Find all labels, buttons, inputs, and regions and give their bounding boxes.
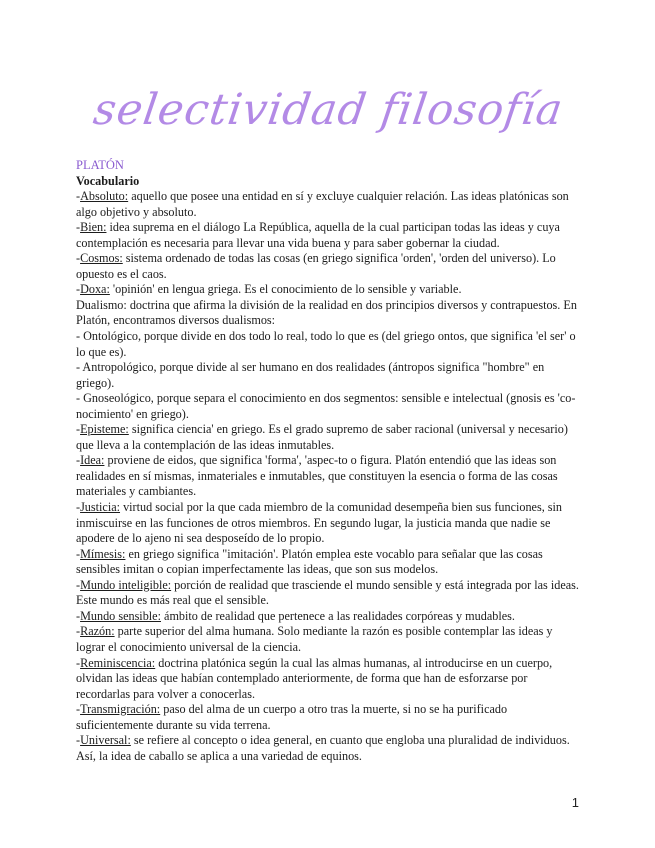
entry-prefix: - [76, 189, 81, 204]
entry-definition: paso del alma de un cuerpo a otro tras la muerte, si no se ha purificado suficientemente durante su vida terrena. [76, 702, 508, 732]
vocabulary-entry [76, 702, 580, 733]
entry-term: Universal: [80, 733, 131, 748]
entry-prefix: - [76, 251, 81, 266]
page-number: 1 [571, 795, 579, 810]
handwritten-title: selectividad filosofía [90, 85, 567, 135]
entry-prefix: - [76, 500, 81, 515]
entry-prefix: - [76, 702, 81, 717]
entry-definition: ámbito de realidad que pertenece a las realidades corpóreas y mudables. [160, 608, 515, 623]
vocabulary-entry [76, 578, 580, 609]
vocabulary-entry [76, 422, 580, 453]
entry-definition: sistema ordenado de todas las cosas (en griego significa 'orden', 'orden del universo). Lo opuesto es el caos. [76, 251, 556, 281]
entry-definition: - Gnoseológico, porque separa el conocimiento en dos segmentos: sensible e intelectual (gnosis es 'co-nocimiento' en griego). [76, 391, 576, 421]
entry-term: Mímesis: [80, 546, 126, 561]
entry-definition: Dualismo: doctrina que afirma la división de la realidad en dos principios diversos y contrapuestos. En Platón, encontramos diversos dualismos: [76, 297, 577, 328]
entry-term: Bien: [80, 220, 107, 235]
entry-prefix: - [76, 453, 81, 468]
entry-term: Razón: [80, 624, 115, 639]
entry-prefix: - [76, 608, 81, 623]
entry-term: Reminiscencia: [80, 655, 156, 670]
vocabulary-entry [76, 298, 580, 329]
vocabulary-entry [76, 329, 580, 360]
entry-definition: significa ciencia' en griego. Es el grado supremo de saber racional (universal y necesario) que lleva a la contemplación de las ideas inmutables. [76, 422, 568, 452]
entry-definition: proviene de eidos, que significa 'forma', 'aspec-to o figura. Platón entendió que las ideas son realidades en sí mismas, inmateriales e inmutables, que constituyen la esencia o forma de las cosas materiales y cambiantes. [76, 453, 558, 499]
entry-definition: en griego significa "imitación'. Platón emplea este vocablo para señalar que las cosas sensibles imitan o copian imperfectamente las ideas, que son sus modelos. [76, 546, 543, 577]
entry-prefix: - [76, 624, 81, 639]
vocabulary-entry [76, 656, 580, 703]
entry-term: Idea: [80, 453, 105, 468]
entry-definition: virtud social por la que cada miembro de la comunidad desempeña bien sus funciones, sin inmiscuirse en las funciones de otros miembros. En segundo lugar, la justicia manda que nadie se apodere de lo ajeno ni sea desposeído de lo propio. [76, 500, 563, 546]
entry-definition: - Ontológico, porque divide en dos todo lo real, todo lo que es (del griego ontos, que significa 'el ser' o lo que es). [76, 329, 576, 359]
entry-term: Absoluto: [80, 189, 129, 204]
entry-prefix: - [76, 546, 81, 561]
entry-definition: porción de realidad que trasciende el mundo sensible y está integrada por las ideas. Este mundo es más real que el sensible. [76, 577, 579, 608]
entry-definition: idea suprema en el diálogo La República, aquella de la cual participan todas las ideas y cuya contemplación es necesaria para llevar una vida buena y para saber gobernar la ciudad. [76, 220, 560, 250]
section-heading: PLATÓN [76, 158, 124, 172]
entry-definition: - Antropológico, porque divide al ser humano en dos realidades (ántropos significa "hombre" en griego). [76, 360, 545, 390]
entry-term: Mundo sensible: [80, 608, 161, 623]
vocabulary-entry [76, 500, 580, 547]
entry-definition: parte superior del alma humana. Solo mediante la razón es posible contemplar las ideas y lograr el conocimiento universal de la ciencia. [76, 624, 553, 654]
vocabulary-entry [76, 547, 580, 578]
entry-definition: aquello que posee una entidad en sí y excluye cualquier relación. Las ideas platónicas son algo objetivo y absoluto. [76, 189, 569, 219]
entry-prefix: - [76, 220, 81, 235]
vocabulary-entry [76, 251, 580, 282]
entry-definition: doctrina platónica según la cual las almas humanas, al introducirse en un cuerpo, olvidan las ideas que habían contemplado anteriormente, de forma que han de esforzarse por recordarlas para volver a conocerlas. [76, 655, 553, 701]
entry-term: Episteme: [80, 422, 129, 437]
entry-definition: 'opinión' en lengua griega. Es el conocimiento de lo sensible y variable. [109, 282, 462, 297]
vocabulary-entry [76, 220, 580, 251]
vocabulary-entry [76, 733, 580, 764]
entry-prefix: - [76, 577, 81, 592]
entry-definition: se refiere al concepto o idea general, en cuanto que engloba una pluralidad de individuos. Así, la idea de caballo se aplica a una variedad de equinos. [76, 733, 570, 763]
vocabulary-entry [76, 624, 580, 655]
vocabulary-list [76, 189, 580, 764]
vocabulary-entry [76, 360, 580, 391]
vocabulary-entry [76, 282, 580, 298]
vocabulary-entry [76, 189, 580, 220]
entry-term: Justicia: [80, 500, 121, 515]
vocabulary-entry [76, 453, 580, 500]
entry-prefix: - [76, 282, 81, 297]
entry-term: Cosmos: [80, 251, 123, 266]
entry-prefix: - [76, 422, 81, 437]
entry-term: Doxa: [80, 282, 110, 297]
vocabulary-entry [76, 609, 580, 625]
entry-prefix: - [76, 655, 81, 670]
document-body [76, 158, 580, 764]
entry-prefix: - [76, 733, 81, 748]
subsection-heading: Vocabulario [76, 173, 140, 188]
entry-term: Mundo inteligible: [80, 577, 172, 592]
entry-term: Transmigración: [80, 702, 161, 717]
vocabulary-entry [76, 391, 580, 422]
